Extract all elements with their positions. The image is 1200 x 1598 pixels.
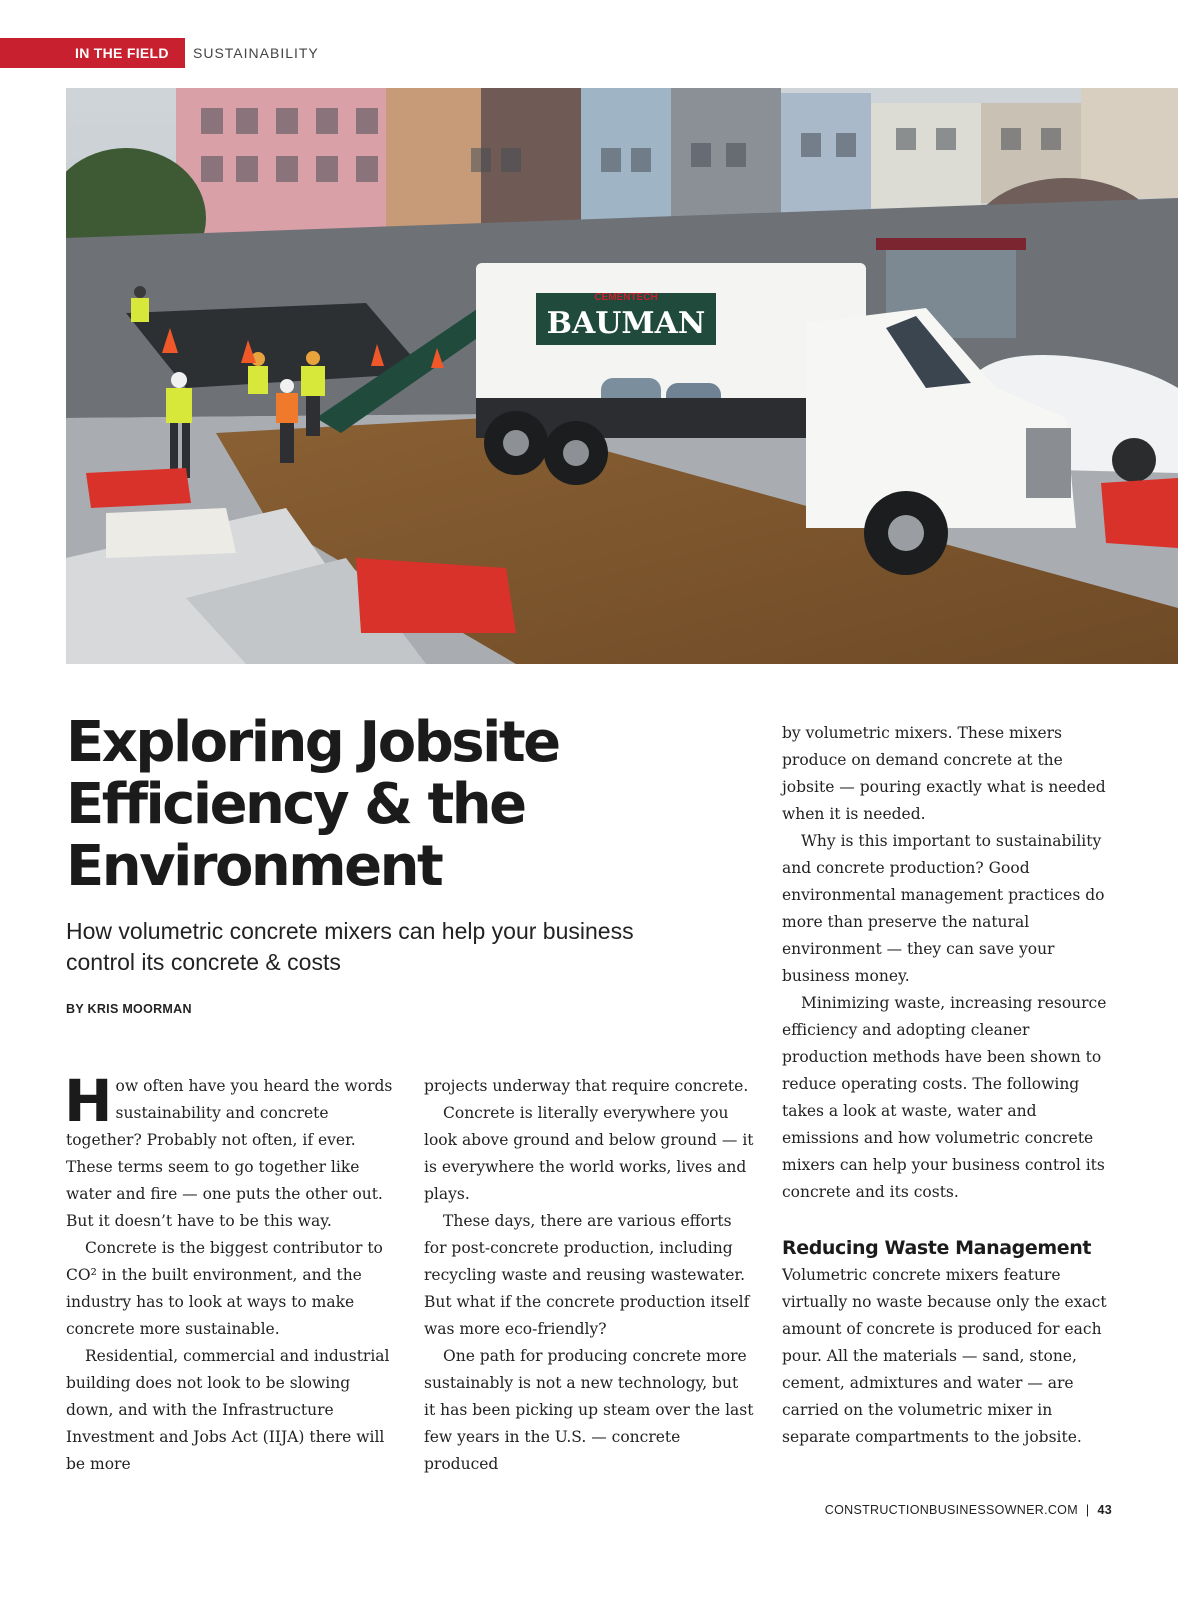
deck-line: control its concrete & costs	[66, 949, 341, 975]
title-line: Efficiency & the	[66, 772, 525, 837]
hero-photo	[66, 88, 1178, 664]
title-line: Environment	[66, 834, 442, 899]
paragraph: by volumetric mixers. These mixers produce on demand concrete at the jobsite — pouring exactly what is needed when it is needed.	[782, 724, 1106, 823]
page-footer	[825, 1503, 1112, 1517]
page-number: 43	[1097, 1503, 1112, 1517]
paragraph: Minimizing waste, increasing resource efficiency and adopting cleaner production methods have been shown to reduce operating costs. The following takes a look at waste, water and emissions and how volumetric concrete mixers can help your business control its concrete and its costs.	[782, 994, 1107, 1201]
section-label: SUSTAINABILITY	[193, 45, 319, 61]
paragraph: Concrete is the biggest contributor to CO² in the built environment, and the industry has to look at ways to make concrete more sustainable.	[66, 1239, 383, 1338]
paragraph: Volumetric concrete mixers feature virtually no waste because only the exact amount of concrete is produced for each pour. All the materials — sand, stone, cement, admixtures and water — are carried on the volumetric mixer in separate compartments to the jobsite.	[782, 1266, 1107, 1446]
paragraph: These days, there are various efforts for post-concrete production, including recycling waste and reusing wastewater. But what if the concrete production itself was more eco-friendly?	[424, 1212, 750, 1338]
body-column-2	[424, 1073, 754, 1478]
paragraph-text: ow often have you heard the words sustainability and concrete together? Probably not often, if ever. These terms seem to go together like water and fire — one puts the other out. But it doesn’t have to be this way.	[66, 1077, 393, 1230]
paragraph	[64, 1067, 398, 1235]
footer-separator: |	[1085, 1503, 1090, 1517]
body-column-3	[782, 720, 1110, 1451]
article-title	[66, 712, 706, 898]
paragraph: Residential, commercial and industrial building does not look to be slowing down, and with the Infrastructure Investment and Jobs Act (IIJA) there will be more	[66, 1347, 390, 1473]
paragraph: One path for producing concrete more sustainably is not a new technology, but it has been picking up steam over the last few years in the U.S. — concrete produced	[424, 1347, 754, 1473]
paragraph: Concrete is literally everywhere you look above ground and below ground — it is everywhere the world works, lives and plays.	[424, 1104, 754, 1203]
section-subhead: Reducing Waste Management	[782, 1237, 1092, 1259]
article-deck	[66, 916, 726, 978]
paragraph: projects underway that require concrete.	[424, 1077, 749, 1095]
footer-site: CONSTRUCTIONBUSINESSOWNER.COM	[824, 1503, 1078, 1517]
paragraph: Why is this important to sustainability and concrete production? Good environmental management practices do more than preserve the natural environment — they can save your business money.	[782, 832, 1105, 985]
title-line: Exploring Jobsite	[66, 710, 559, 775]
drop-cap: H	[64, 1067, 113, 1135]
truck-maker-text: CEMENTECH	[594, 292, 658, 303]
truck-brand-text: BAUMAN	[546, 306, 706, 341]
byline: BY KRIS MOORMAN	[66, 1002, 192, 1016]
body-column-1	[64, 1067, 398, 1478]
deck-line: How volumetric concrete mixers can help your business	[66, 918, 634, 944]
category-label: IN THE FIELD	[75, 45, 169, 61]
